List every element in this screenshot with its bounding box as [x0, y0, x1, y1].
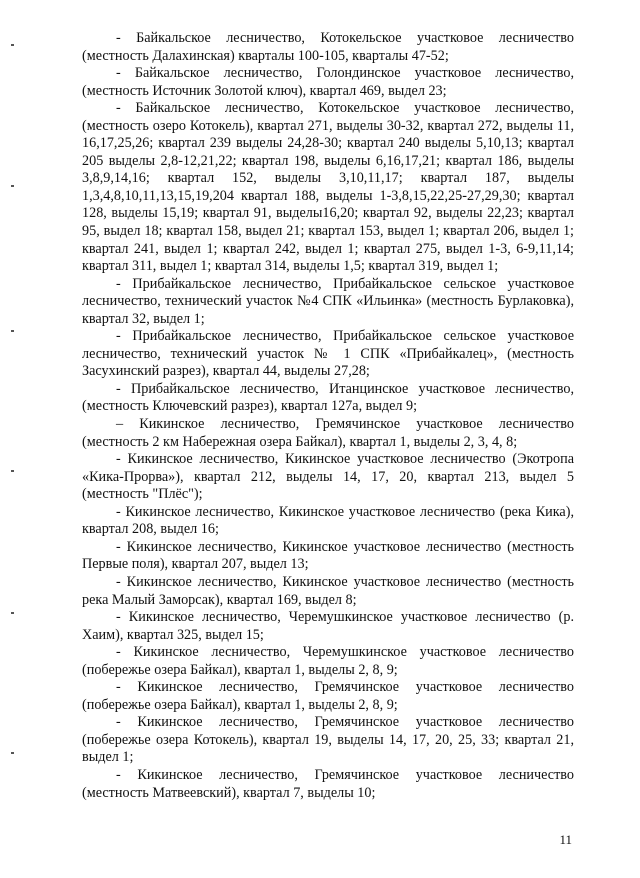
list-item: – Кикинское лесничество, Гремячинское участковое лесничество (местность 2 км Набережная озера Байкал), квартал 1, выделы 2, 3, 4, 8; [82, 416, 574, 450]
scan-mark [11, 330, 14, 332]
list-item: - Кикинское лесничество, Гремячинское участковое лесничество (побережье озера Котокель), квартал 19, выделы 14, 17, 20, 25, 33; квартал 21, выдел 1; [82, 714, 574, 766]
list-item: - Байкальское лесничество, Котокельское участковое лесничество, (местность озеро Котокель), квартал 271, выделы 30-32, квартал 272, выделы 11, 16,17,25,26; квартал 239 выделы 24,28-30; квартал 240 выделы 5,10,13; квартал 205 выделы 2,8-12,21,22; квартал 198, выделы 6,16,17,21; квартал 186, выделы 3,8,9,14,16; квартал 152, выделы 3,10,11,17; квартал 187, выделы 1,3,4,8,10,11,13,15,19,204 квартал 188, выделы 1-3,8,15,22,25-27,29,30; квартал 128, выделы 15,19; квартал 91, выделы16,20; квартал 92, выделы 22,23; квартал 95, выдел 18; квартал 158, выдел 21; квартал 153, выдел 1; квартал 206, выдел 1; квартал 241, выдел 1; квартал 242, выдел 1; квартал 275, выдел 1-3, 6-9,11,14; квартал 311, выдел 1; квартал 314, выделы 1,5; квартал 319, выдел 1; [82, 100, 574, 275]
list-item: - Кикинское лесничество, Черемушкинское участковое лесничество (побережье озера Байкал), квартал 1, выделы 2, 8, 9; [82, 644, 574, 678]
list-item: - Кикинское лесничество, Черемушкинское участковое лесничество (р. Хаим), квартал 325, выдел 15; [82, 609, 574, 643]
list-item: - Прибайкальское лесничество, Итанцинское участковое лесничество, (местность Ключевский разрез), квартал 127а, выдел 9; [82, 380, 574, 415]
list-item: - Кикинское лесничество, Кикинское участковое лесничество (Экотропа «Кика-Прорва»), квартал 212, выделы 14, 17, 20, квартал 213, выдел 5 (местность "Плёс"); [82, 451, 574, 503]
list-item: - Прибайкальское лесничество, Прибайкальское сельское участковое лесничество, технический участок № 1 СПК «Прибайкалец», (местность Засухинский разрез), квартал 44, выделы 27,28; [82, 328, 574, 380]
scan-mark [11, 185, 14, 187]
list-item: - Байкальское лесничество, Котокельское участковое лесничество (местность Далахинская) кварталы 100-105, кварталы 47-52; [82, 30, 574, 64]
list-item: - Байкальское лесничество, Голондинское участковое лесничество, (местность Источник Золотой ключ), квартал 469, выдел 23; [82, 65, 574, 99]
scan-mark [11, 44, 14, 46]
scan-mark [11, 612, 14, 614]
list-item: - Кикинское лесничество, Гремячинское участковое лесничество (побережье озера Байкал), квартал 1, выделы 2, 8, 9; [82, 679, 574, 713]
scan-mark [11, 752, 14, 754]
document-body [82, 30, 574, 802]
list-item: - Кикинское лесничество, Кикинское участковое лесничество (река Кика), квартал 208, выдел 16; [82, 503, 574, 538]
list-item: - Прибайкальское лесничество, Прибайкальское сельское участковое лесничество, технический участок №4 СПК «Ильинка» (местность Бурлаковка), квартал 32, выдел 1; [82, 275, 574, 327]
list-item: - Кикинское лесничество, Кикинское участковое лесничество (местность Первые поля), квартал 207, выдел 13; [82, 538, 574, 573]
page-number: 11 [559, 832, 572, 847]
list-item: - Кикинское лесничество, Кикинское участковое лесничество (местность река Малый Заморсак), квартал 169, выдел 8; [82, 573, 574, 608]
scan-mark [11, 470, 14, 472]
list-item: - Кикинское лесничество, Гремячинское участковое лесничество (местность Матвеевский), квартал 7, выделы 10; [82, 766, 574, 801]
